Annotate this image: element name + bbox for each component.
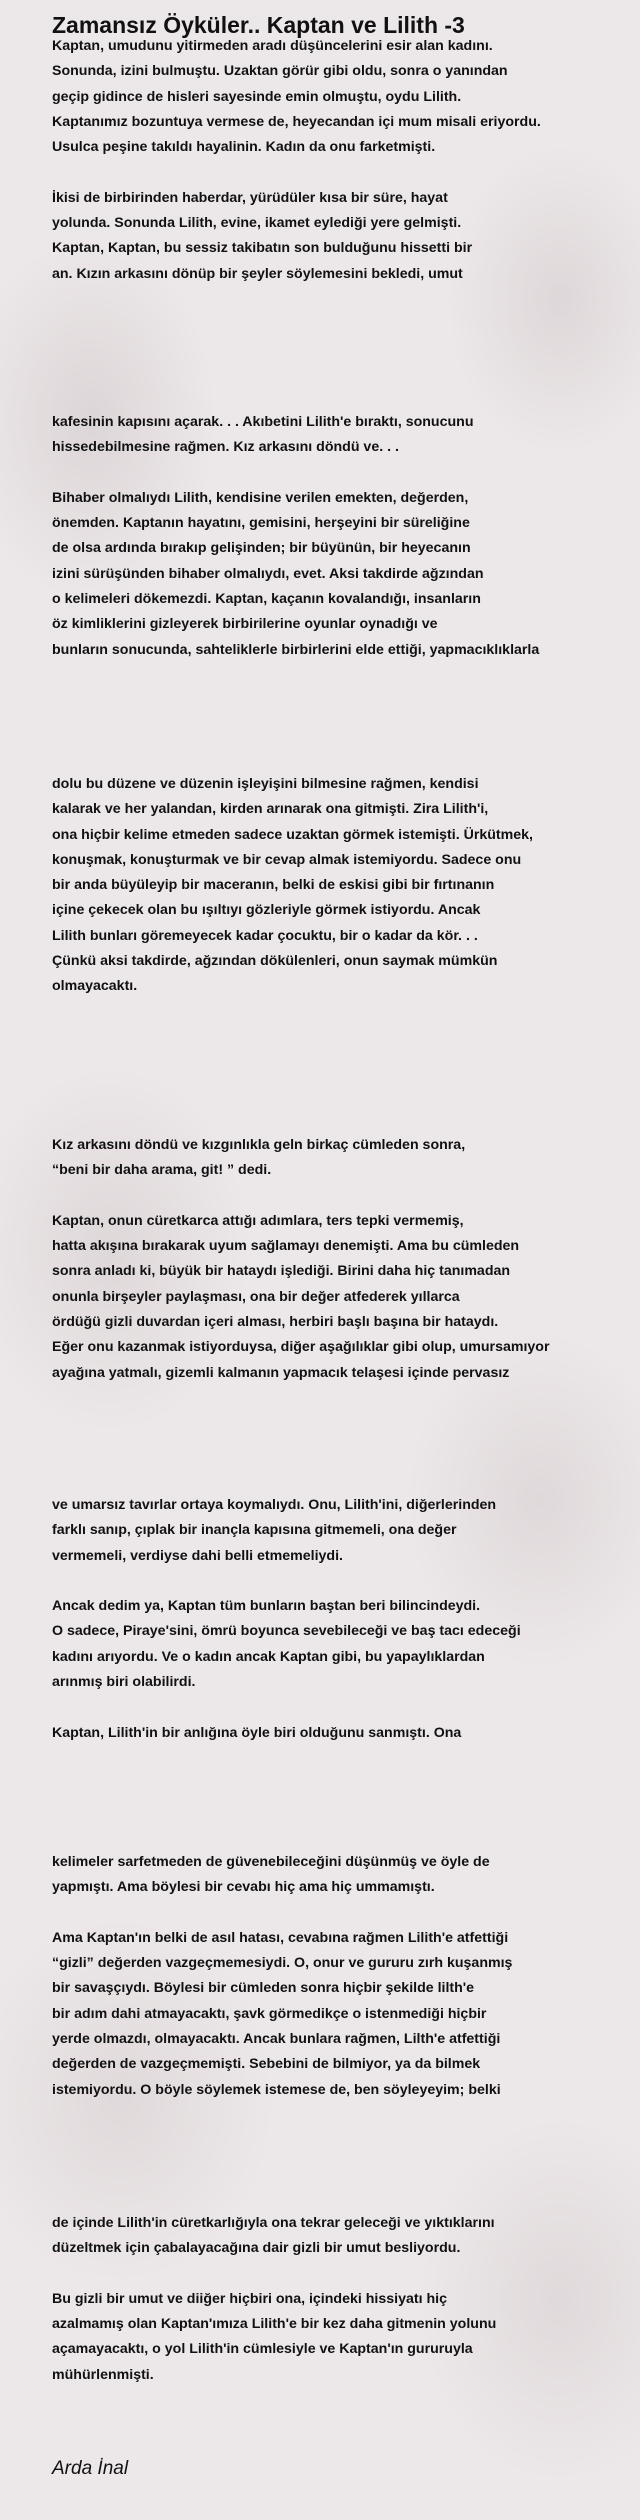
text-line: mühürlenmişti. (52, 2366, 154, 2383)
text-line: geçip gidince de hisleri sayesinde emin olmuştu, oydu Lilith. (52, 88, 462, 105)
text-line (52, 1695, 622, 1720)
text-page-4 (52, 1133, 622, 1386)
text-line: kalarak ve her yalandan, kirden arınarak ona gitmişti. Zira Lilith'i, (52, 801, 489, 818)
text-line: açamayacaktı, o yol Lilith'in cümlesiyle ve Kaptan'ın gururuyla (52, 2341, 473, 2358)
text-line: Kaptan, Lilith'in bir anlığına öyle biri olduğunu sanmıştı. Ona (52, 1724, 462, 1741)
text-page-6 (52, 1850, 622, 2103)
text-line: yapmıştı. Ama böylesi bir cevabı hiç ama hiç ummamıştı. (52, 1879, 435, 1896)
text-line: de olsa ardında bırakıp gelişinden; bir büyünün, bir heyecanın (52, 540, 471, 557)
text-line: O sadece, Piraye'sini, ömrü boyunca sevebileceği ve baş tacı edeceği (52, 1623, 521, 1640)
text-line (52, 2262, 622, 2287)
text-line: kelimeler sarfetmeden de güvenebileceğini düşünmüş ve öyle de (52, 1854, 490, 1870)
text-page-1 (52, 34, 622, 287)
text-line: an. Kızın arkasını dönüp bir şeyler söylemesini bekledi, umut (52, 265, 463, 282)
text-line: Ancak dedim ya, Kaptan tüm bunların baştan beri bilincindeydi. (52, 1598, 481, 1615)
text-line: azalmamış olan Kaptan'ımıza Lilith'e bir kez daha gitmenin yolunu (52, 2316, 497, 2333)
text-line: kafesinin kapısını açarak. . . Akıbetini Lilith'e bıraktı, sonucunu (52, 414, 474, 430)
text-line: değerden de vazgeçmemişti. Sebebini de bilmiyor, ya da bilmek (52, 2056, 481, 2073)
text-line: dolu bu düzene ve düzenin işleyişini bilmesine rağmen, kendisi (52, 776, 479, 792)
text-line: Çünkü aksi takdirde, ağzından dökülenleri, onun saymak mümkün (52, 953, 498, 970)
text-line: öz kimliklerini gizleyerek birbirilerine oyunlar oynadığı ve (52, 616, 438, 633)
text-line: İkisi de birbirinden haberdar, yürüdüler kısa bir süre, hayat (52, 189, 448, 206)
text-line: Kaptanımız bozuntuya vermese de, heyecandan içi mum misali eriyordu. (52, 113, 541, 130)
text-line: Ama Kaptan'ın belki de asıl hatası, cevabına rağmen Lilith'e atfettiği (52, 1929, 509, 1946)
text-line: bir adım dahi atmayacaktı, şavk görmedikçe o istenmediği hiçbir (52, 2005, 487, 2022)
text-line: Usulca peşine takıldı hayalinin. Kadın da onu farketmişti. (52, 139, 436, 156)
text-line: kadını arıyordu. Ve o kadın ancak Kaptan gibi, bu yapaylıklardan (52, 1648, 485, 1665)
text-line: Kaptan, onun cüretkarca attığı adımlara, ters tepki vermemiş, (52, 1212, 464, 1229)
text-line: de içinde Lilith'in cüretkarlığıyla ona tekrar geleceği ve yıktıklarını (52, 2215, 495, 2231)
text-line: hatta akışına bırakarak uyum sağlamayı denemişti. Ama bu cümleden (52, 1238, 520, 1255)
text-line: farklı sanıp, çıplak bir inançla kapısına gitmemeli, ona değer (52, 1522, 457, 1539)
text-line: Sonunda, izini bulmuştu. Uzaktan görür gibi oldu, sonra o yanından (52, 63, 508, 80)
text-line: sonra anladı ki, büyük bir hataydı işlediği. Birini daha hiç tanımadan (52, 1263, 511, 1280)
text-line: Lilith bunları göremeyecek kadar çocuktu, bir o kadar da kör. . . (52, 927, 478, 944)
text-line: ördüğü gizli duvardan içeri alması, herbiri başlı başına bir hataydı. (52, 1314, 499, 1331)
text-line: Eğer onu kazanmak istiyorduysa, diğer aşağılıklar gibi olup, umursamıyor (52, 1339, 550, 1356)
text-line: Bihaber olmalıydı Lilith, kendisine verilen emekten, değerden, (52, 489, 469, 506)
text-line: vermemeli, verdiyse dahi belli etmemeliydi. (52, 1547, 343, 1564)
text-line: olmayacaktı. (52, 978, 138, 995)
text-line (52, 461, 622, 486)
text-line: içine çekecek olan bu ışıltıyı gözleriyle görmek istiyordu. Ancak (52, 902, 481, 919)
text-line: Kaptan, Kaptan, bu sessiz takibatın son bulduğunu hissetti bir (52, 240, 473, 257)
text-line: bunların sonucunda, sahteliklerle birbirlerini elde ettiği, yapmacıklıklarla (52, 641, 540, 658)
text-line: istemiyordu. O böyle söylemek istemese de, ben söyleyeyim; belki (52, 2081, 501, 2098)
text-page-7 (52, 2211, 622, 2388)
author-signature: Arda İnal (52, 2458, 129, 2479)
text-line: arınmış biri olabilirdi. (52, 1674, 196, 1691)
text-line: izini sürüşünden bihaber olmalıydı, evet. Aksi takdirde ağzından (52, 565, 484, 582)
text-line (52, 1569, 622, 1594)
text-line: Bu gizli bir umut ve diiğer hiçbiri ona, içindeki hissiyatı hiç (52, 2290, 447, 2307)
text-line: “beni bir daha arama, git! ” dedi. (52, 1162, 272, 1179)
text-line: ayağına yatmalı, gizemli kalmanın yapmacık telaşesi içinde pervasız (52, 1364, 510, 1381)
text-page-2 (52, 410, 622, 663)
text-line: bir savaşçıydı. Böylesi bir cümleden sonra hiçbir şekilde lilth'e (52, 1980, 475, 1997)
text-line (52, 1184, 622, 1209)
text-line: ona hiçbir kelime etmeden sadece uzaktan görmek istemişti. Ürkütmek, (52, 826, 533, 843)
text-line: önemden. Kaptanın hayatını, gemisini, herşeyini bir süreliğine (52, 515, 470, 532)
text-line: onunla birşeyler paylaşması, ona bir değer atfederek yıllarca (52, 1288, 460, 1305)
text-line: bir anda büyüleyip bir maceranın, belki de eskisi gibi bir fırtınanın (52, 877, 495, 894)
text-page-5 (52, 1493, 622, 1746)
poem-title: Zamansız Öyküler.. Kaptan ve Lilith -3 (52, 12, 465, 38)
text-line: yolunda. Sonunda Lilith, evine, ikamet eylediği yere gelmişti. (52, 215, 462, 232)
text-line: yerde olmazdı, olmayacaktı. Ancak bunlara rağmen, Lilth'e atfettiği (52, 2031, 501, 2048)
text-line: “gizli” değerden vazgeçmemesiydi. O, onur ve gururu zırh kuşanmış (52, 1955, 513, 1972)
text-line: hissedebilmesine rağmen. Kız arkasını döndü ve. . . (52, 439, 399, 456)
text-line (52, 160, 622, 185)
text-line: ve umarsız tavırlar ortaya koymalıydı. Onu, Lilith'ini, diğerlerinden (52, 1497, 497, 1513)
text-line: Kaptan, umudunu yitirmeden aradı düşüncelerini esir alan kadını. (52, 38, 493, 54)
text-page-3 (52, 772, 622, 1000)
text-line: o kelimeleri dökemezdi. Kaptan, kaçanın kovalandığı, insanların (52, 591, 481, 608)
text-line: düzeltmek için çabalayacağına dair gizli bir umut besliyordu. (52, 2240, 461, 2257)
text-line (52, 1901, 622, 1926)
text-line: konuşmak, konuşturmak ve bir cevap almak istemiyordu. Sadece onu (52, 851, 522, 868)
text-line: Kız arkasını döndü ve kızgınlıkla geln birkaç cümleden sonra, (52, 1137, 466, 1153)
